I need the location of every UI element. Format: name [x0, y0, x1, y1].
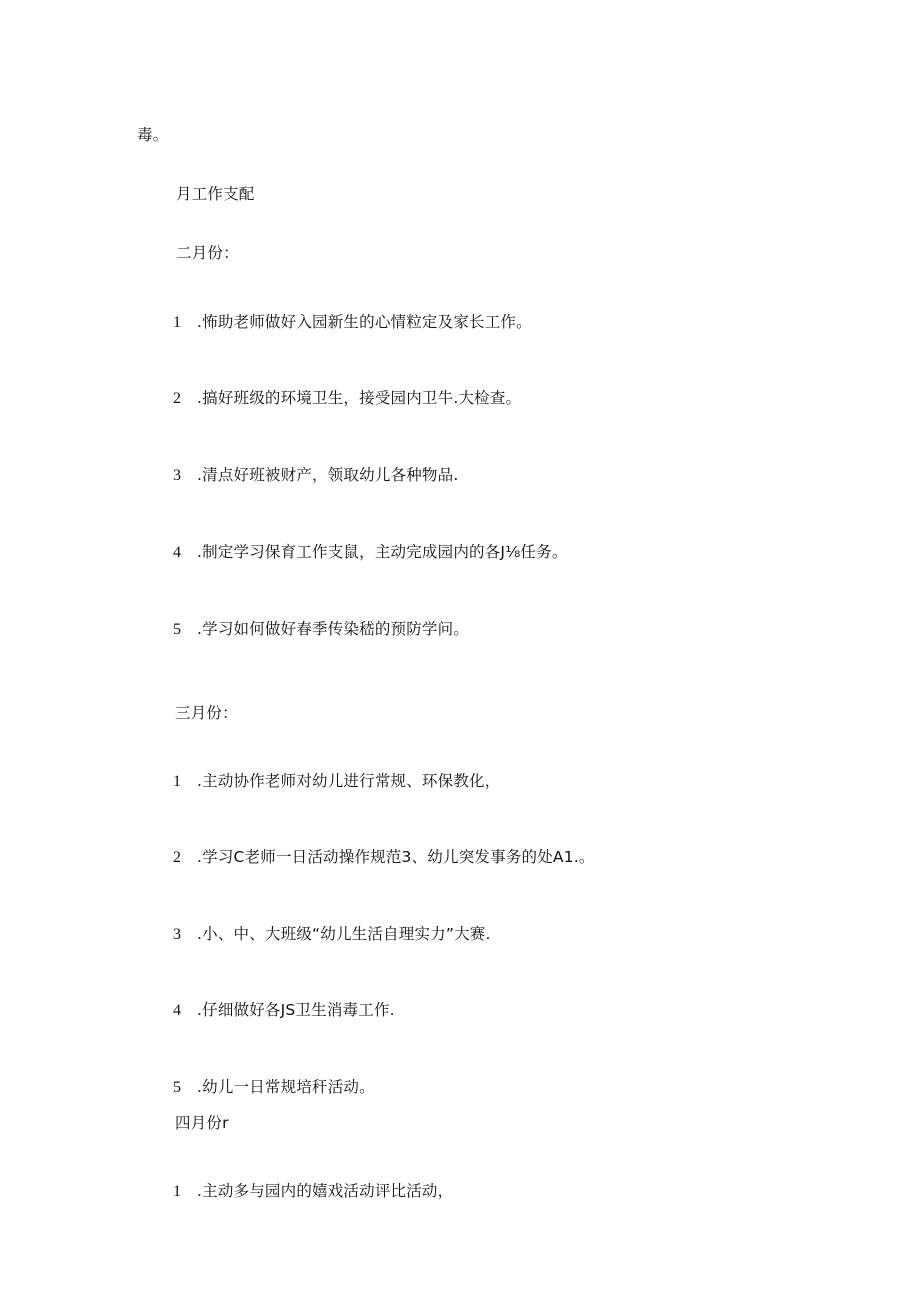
item-number: 1 — [173, 314, 182, 331]
item-text: .清点好班被财产，领取幼儿各种物品. — [197, 466, 459, 484]
item-text: .主动多与园内的嬉戏活动评比活动， — [197, 1182, 454, 1200]
month-heading-march: 三月份： — [175, 704, 238, 722]
month-heading-april: 四月份r — [175, 1114, 229, 1132]
item-text: .小、中、大班级“幼儿生活自理实力”大赛. — [197, 925, 491, 943]
list-item — [173, 924, 491, 945]
item-number: 4 — [173, 1002, 182, 1019]
list-item — [173, 388, 521, 409]
item-text: .怖助老师做好入园新生的心情粒定及家长工作。 — [197, 313, 532, 331]
list-item — [173, 465, 458, 486]
item-text: .制定学习保育工作支鼠，主动完成园内的各J⅛任务。 — [197, 543, 568, 561]
item-number: 2 — [173, 849, 182, 866]
item-number: 4 — [173, 544, 182, 561]
month-heading-february: 二月份： — [176, 244, 239, 262]
section-title: 月工作支配 — [176, 185, 255, 203]
item-number: 5 — [173, 621, 182, 638]
item-text: .幼儿一日常规培秆活动。 — [197, 1078, 375, 1096]
list-item — [173, 312, 532, 333]
list-item — [173, 542, 568, 563]
item-number: 3 — [173, 467, 182, 484]
item-number: 1 — [173, 773, 182, 790]
item-text: .主动协作老师对幼儿进行常规、环保教化， — [197, 772, 501, 790]
item-text: .学习如何做好春季传染嵇的预防学问。 — [197, 620, 470, 638]
list-item — [173, 1077, 375, 1098]
item-number: 5 — [173, 1079, 182, 1096]
list-item — [173, 1000, 395, 1021]
list-item — [173, 1181, 453, 1202]
list-item — [173, 619, 469, 640]
list-item — [173, 771, 500, 792]
item-text: .学习C老师一日活动操作规范3、幼儿突发事务的处A1.。 — [197, 848, 595, 866]
continuation-text: 毒。 — [137, 126, 169, 144]
item-text: .搞好班级的环境卫生，接受园内卫牛.大检查。 — [197, 389, 522, 407]
item-number: 2 — [173, 390, 182, 407]
item-number: 1 — [173, 1183, 182, 1200]
item-number: 3 — [173, 926, 182, 943]
item-text: .仔细做好各JS卫生消毒工作. — [197, 1001, 395, 1019]
list-item — [173, 847, 595, 868]
